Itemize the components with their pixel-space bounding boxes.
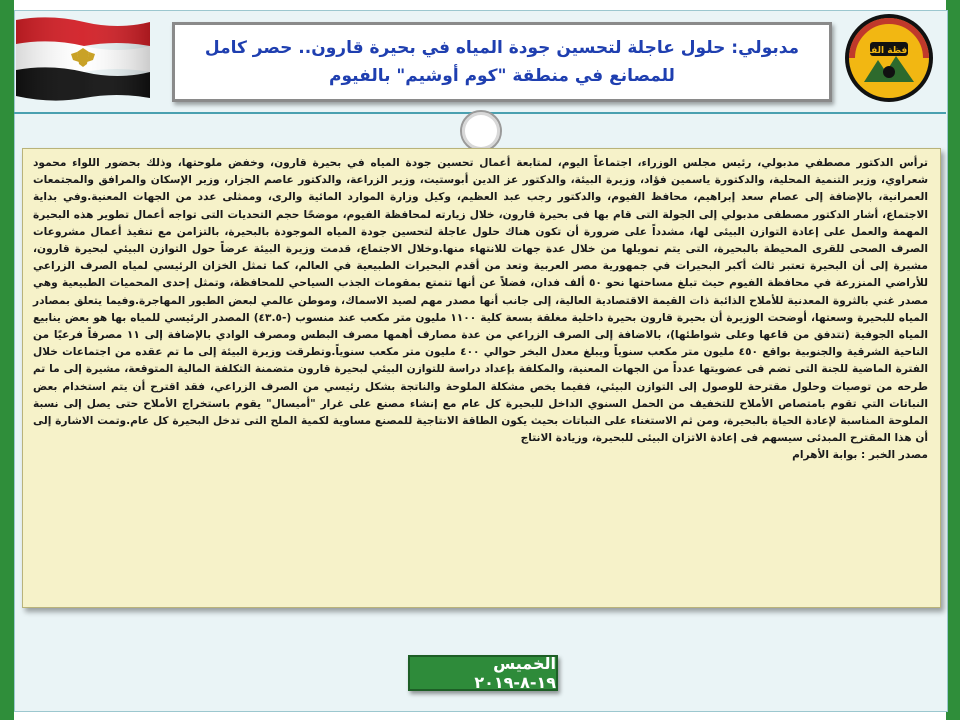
ring-ornament-icon	[460, 110, 502, 152]
page-title: مدبولي: حلول عاجلة لتحسين جودة المياه في بحيرة قارون.. حصر كامل للمصانع في منطقة "كوم أوشيم" بالفيوم	[204, 38, 800, 86]
fayoum-governorate-logo	[834, 12, 944, 104]
egypt-flag-icon	[14, 14, 152, 102]
title-box	[172, 22, 832, 102]
right-green-bar	[946, 0, 960, 720]
article-box	[22, 148, 941, 608]
logo-text: محافظة الفيوم	[855, 46, 923, 56]
left-green-bar	[0, 0, 14, 720]
date-badge	[408, 655, 558, 691]
article-source: مصدر الخبر : بوابة الأهرام	[792, 449, 928, 462]
date-text: الخميس ١٩-٨-٢٠١٩	[474, 654, 556, 692]
article-body: ترأس الدكتور مصطفي مدبولي، رئيس مجلس الوزراء، اجتماعاً اليوم، لمتابعة أعمال تحسين جودة المياه في بحيرة قارون، وخفض ملوحتها، وذلك بحضور اللواء محمود شعراوي، وزير التنمية المحلية، والدكتورة ياسمين فؤاد، وزيرة البيئة، والدكتور عز الدين أبوستيت، وزير الزراعة، والدكتور عاصم الجزار، وزير الإسكان والمرافق والمجتمعات العمرانية، بالإضافة إلى عصام سعد إبراهيم، محافظ الفيوم، والدكتور رجب عبد العظيم، وكيل وزارة الموارد المائية والرى، وممثلى عدد من الجهات المعنية.وفي بداية الاجتماع، أشار الدكتور مصطفى مدبولي إلى الجولة التى قام بها فى بحيرة قارون، خلال زيارته لمحافظة الفيوم، موضحًا حجم التحديات التى تواجه أعمال تطوير هذه البحيرة المهمة والعمل على إعادة التوازن البيئى لها، مشدداً على ضرورة أن تكون هناك حلول عاجلة لتحسين جودة المياه الموجودة بالبحيرة، بالتزامن مع تنفيذ أعمال مشروعات الصرف الصحى للقرى المحيطة بالبحيرة، التى يتم تمويلها من خلال عدة جهات للانتهاء منها.وخلال الاجتماع، قدمت وزيرة البيئة عرضاً حول التوازن البيئي لبحيرة قارون، مشيرة إلى أن البحيرة تعتبر ثالث أكبر البحيرات في جمهورية مصر العربية وتعد من أقدم البحيرات الطبيعية في العالم، كما تمثل الخزان الرئيسي لمياه الصرف الزراعي للأراضي المنزرعة في محافظة الفيوم حيث تبلغ مساحتها نحو ٥٠ ألف فدان، فضلاً عن أنها تتمتع بمقومات الجذب السياحي للمحافظة، وتمثل إحدى المحميات الطبيعية وهي مصدر غني بالثروة المعدنية للأملاح الذائبة ذات القيمة الاقتصادية العالية، إلى جانب أنها مصدر مهم لصيد الاسماك، وموطن عالمي لبعض الطيور المهاجرة.وفيما يتعلق بمصادر المياه للبحيرة وسعتها، أوضحت الوزيرة أن بحيرة قارون بحيرة داخلية مغلقة بسعة كلية ١١٠٠ مليون متر مكعب عند منسوب (-٤٣.٥) المصدر الرئيسي للمياه بها هو بعض ينابيع المياه الجوفية (تتدفق من قاعها وعلى شواطئها)، بالاضافة إلى الصرف الزراعي من عدة مصارف أهمها مصرف البطس ومصرف الوادي بالإضافة إلى ١١ مصرفاً فرعيًا من الناحية الشرقية والجنوبية بواقع ٤٥٠ مليون متر مكعب سنوياً ويبلغ معدل البخر حوالي ٤٠٠ مليون متر مكعب سنوياً.وتطرقت وزيرة البيئة إلى ما تم عقده من اجتماعات خلال الفترة الماضية للجنة التى تضم فى عضويتها عدداً من الجهات المعنية، والمكلفة بإعداد دراسة للتوازن البيئي لبحيرة قارون متضمنة التكلفة المالية المتوقعة، مشيرة إلى ما تم طرحه من توصيات وحلول مقترحة للوصول إلى التوازن البيئي، ففيما يخص مشكلة الملوحة والناتجة بشكل رئيسي من الصرف الزراعي، فقد اقترح أن يتم استخدام بعض النباتات التي تقوم بامتصاص الأملاح للتخفيف من الحمل السنوي الداخل للبحيرة كل عام مع إنشاء مصنع على غرار "أميسال" يقوم باستخراج الأملاح حتى يصل إلى نسبة الملوحة المناسبة لإعادة الحياة بالبحيرة، ومن ثم الاستغناء على النباتات بحيث يكون الطاقة الانتاجية للمصنع مساوية لكمية الملح التى تدخل البحيرة كل عام.وتمت الاشارة إلى أن هذا المقترح المبدئى سيسهم فى إعادة الاتزان البيئى للبحيرة، وزيادة الانتاج	[33, 157, 928, 445]
